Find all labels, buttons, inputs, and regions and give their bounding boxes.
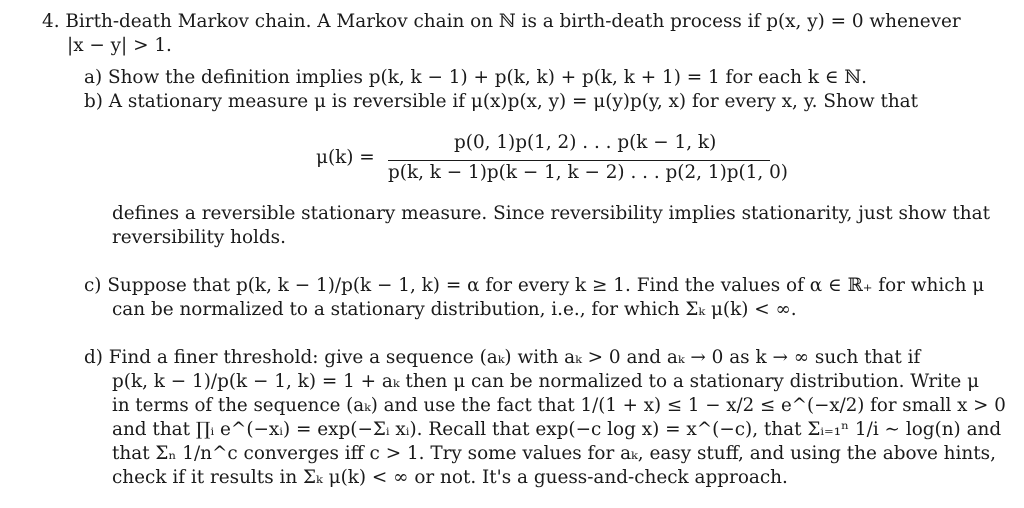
part-a-text: a) Show the definition implies p(k, k − 1) + p(k, k) + p(k, k + 1) = 1 for each k ∈ ℕ. bbox=[84, 67, 867, 88]
formula-denominator: p(k, k − 1)p(k − 1, k − 2) . . . p(2, 1)p(1, 0) bbox=[388, 162, 788, 183]
part-d-line-4: and that ∏ᵢ e^(−xᵢ) = exp(−Σᵢ xᵢ). Recall that exp(−c log x) = x^(−c), that Σᵢ₌₁ⁿ 1/i ∼ log(n) and bbox=[112, 419, 1002, 440]
part-b-line-3: reversibility holds. bbox=[112, 227, 286, 248]
problem-statement-line-2: |x − y| > 1. bbox=[67, 35, 172, 56]
part-c-line-2: can be normalized to a stationary distribution, i.e., for which Σₖ μ(k) < ∞. bbox=[112, 299, 797, 320]
part-c-line-1: c) Suppose that p(k, k − 1)/p(k − 1, k) = α for every k ≥ 1. Find the values of α ∈ ℝ₊ for which μ bbox=[84, 275, 985, 296]
mu-formula bbox=[316, 132, 788, 188]
formula-numerator: p(0, 1)p(1, 2) . . . p(k − 1, k) bbox=[454, 132, 717, 153]
part-b-line-1: b) A stationary measure μ is reversible if μ(x)p(x, y) = μ(y)p(y, x) for every x, y. Show that bbox=[84, 91, 919, 112]
part-b-line-2: defines a reversible stationary measure. Since reversibility implies stationarity, just show that bbox=[112, 203, 990, 224]
fraction-bar bbox=[388, 160, 770, 161]
part-d-line-6: check if it results in Σₖ μ(k) < ∞ or not. It's a guess-and-check approach. bbox=[112, 467, 788, 488]
formula-lhs: μ(k) = bbox=[316, 147, 375, 168]
part-d-line-2: p(k, k − 1)/p(k − 1, k) = 1 + aₖ then μ can be normalized to a stationary distribution. Write μ bbox=[112, 371, 980, 392]
part-d-line-1: d) Find a finer threshold: give a sequence (aₖ) with aₖ > 0 and aₖ → 0 as k → ∞ such that if bbox=[84, 347, 921, 368]
part-d-line-5: that Σₙ 1/n^c converges iff c > 1. Try some values for aₖ, easy stuff, and using the above hints, bbox=[112, 443, 996, 464]
part-d-line-3: in terms of the sequence (aₖ) and use the fact that 1/(1 + x) ≤ 1 − x/2 ≤ e^(−x/2) for small x > 0 bbox=[112, 395, 1006, 416]
problem-statement-line-1: 4. Birth-death Markov chain. A Markov chain on ℕ is a birth-death process if p(x, y) = 0 whenever bbox=[42, 11, 961, 32]
